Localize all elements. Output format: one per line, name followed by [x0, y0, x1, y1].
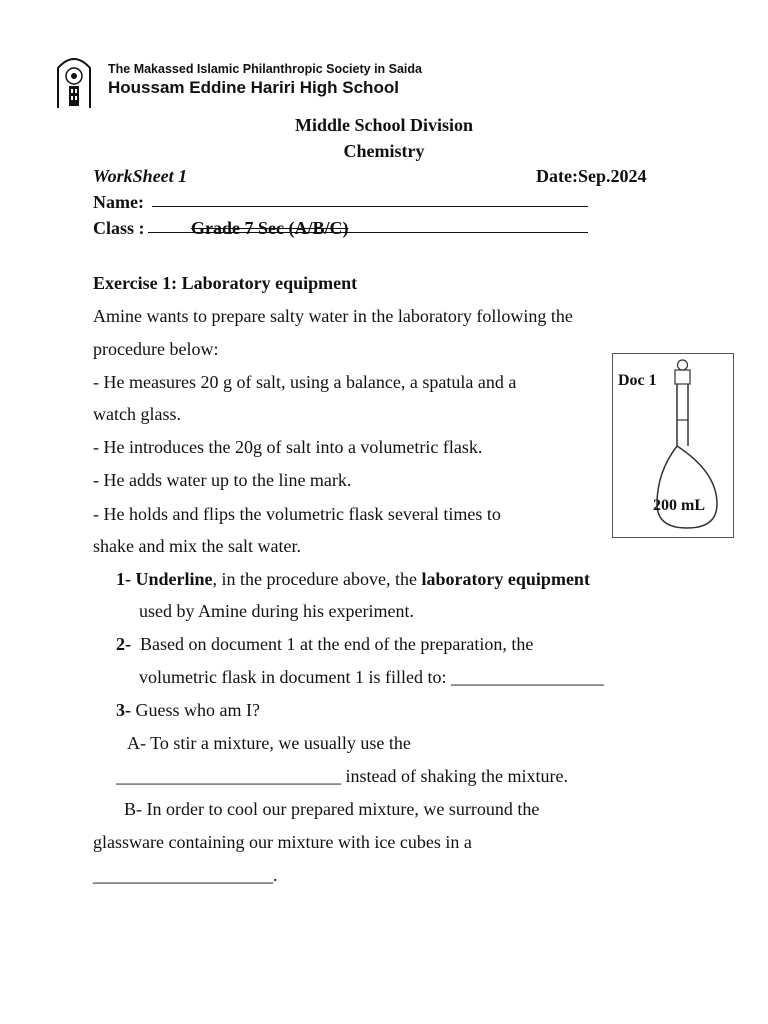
class-label: Class :: [93, 218, 145, 238]
question-3b-line-1: B- In order to cool our prepared mixture, we surround the: [124, 799, 540, 819]
question-3a-line-2[interactable]: _________________________ instead of shaking the mixture.: [116, 766, 568, 786]
doc-label: Doc 1: [618, 372, 657, 389]
procedure-step-2: - He introduces the 20g of salt into a volumetric flask.: [93, 437, 483, 457]
question-2-text: Based on document 1 at the end of the preparation, the: [140, 634, 534, 654]
question-2-line-2[interactable]: volumetric flask in document 1 is filled to: _________________: [139, 667, 604, 687]
procedure-step-4b: shake and mix the salt water.: [93, 536, 301, 556]
flask-volume: 200 mL: [653, 497, 705, 514]
procedure-step-1a: - He measures 20 g of salt, using a balance, a spatula and a: [93, 372, 517, 392]
question-2-line-1: [116, 634, 533, 655]
name-label: Name:: [93, 192, 144, 212]
document-1-figure: [612, 353, 734, 538]
intro-line-1: Amine wants to prepare salty water in the laboratory following the: [93, 306, 573, 326]
stopper-knob: [678, 360, 688, 370]
school-name: Houssam Eddine Hariri High School: [108, 78, 399, 97]
question-2-number: 2-: [116, 634, 131, 654]
question-3-number: 3-: [116, 700, 131, 720]
underline-keyword: Underline: [135, 569, 213, 589]
class-value: Grade 7 Sec (A/B/C): [191, 218, 349, 238]
question-1-number: 1-: [116, 569, 131, 589]
society-name: The Makassed Islamic Philanthropic Society in Saida: [108, 62, 422, 76]
question-1-text: , in the procedure above, the: [212, 569, 422, 589]
class-line: [148, 232, 588, 233]
subject-title: Chemistry: [343, 141, 425, 161]
exercise-title: Exercise 1: Laboratory equipment: [93, 273, 358, 293]
intro-line-2: procedure below:: [93, 339, 219, 359]
flask-stopper: [675, 370, 690, 384]
name-line[interactable]: [152, 206, 588, 207]
question-1-line-2: used by Amine during his experiment.: [139, 601, 414, 621]
lab-equipment-keyword: laboratory equipment: [421, 569, 590, 589]
question-3a-line-1: A- To stir a mixture, we usually use the: [127, 733, 411, 753]
question-1-line-1: [116, 569, 590, 590]
question-3b-line-2: glassware containing our mixture with ice cubes in a: [93, 832, 472, 852]
school-logo: [50, 54, 98, 110]
procedure-step-4a: - He holds and flips the volumetric flask several times to: [93, 504, 501, 524]
question-3-line: [116, 700, 260, 721]
procedure-step-1b: watch glass.: [93, 404, 181, 424]
procedure-step-3: - He adds water up to the line mark.: [93, 470, 352, 490]
division-title: Middle School Division: [294, 115, 474, 135]
question-3-title: Guess who am I?: [135, 700, 260, 720]
question-3b-line-3[interactable]: ____________________.: [93, 865, 278, 885]
worksheet-title: WorkSheet 1: [93, 166, 188, 186]
date-label: Date:Sep.2024: [536, 166, 647, 186]
